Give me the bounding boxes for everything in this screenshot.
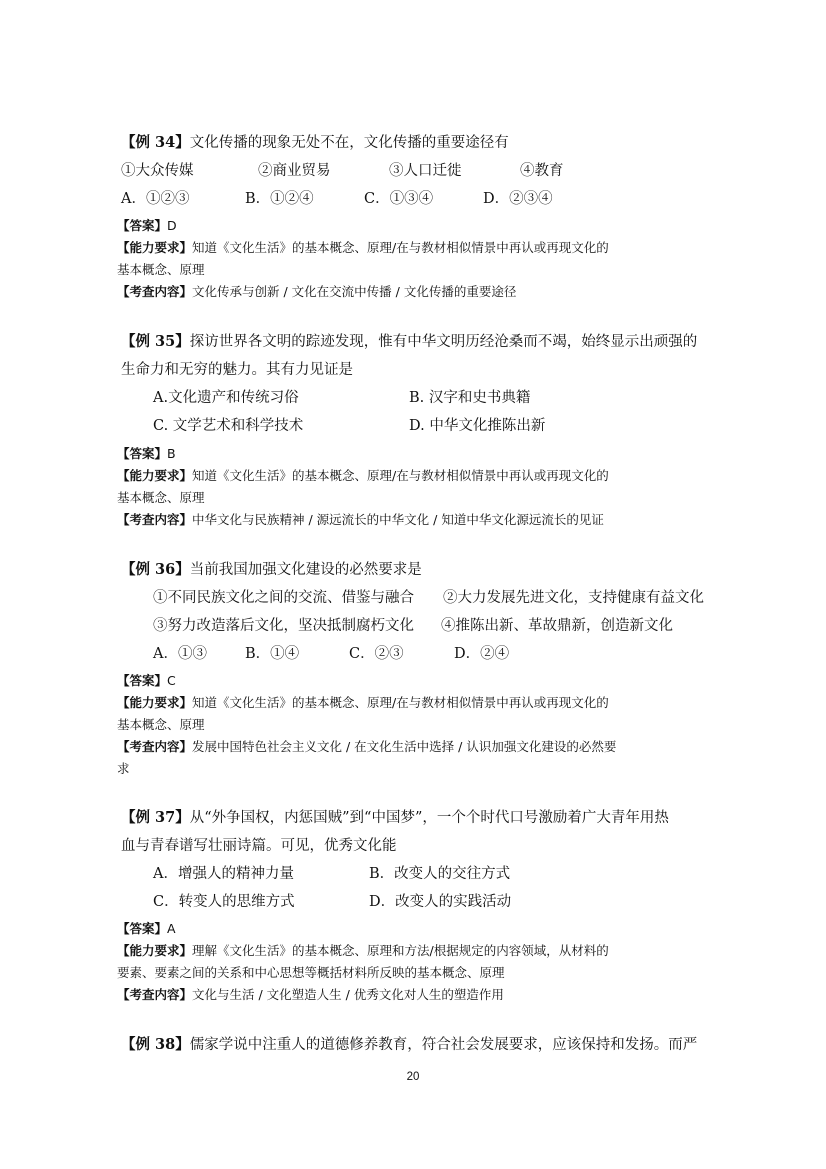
question-35-stem: 【例 35】探访世界各文明的踪迹发现，惟有中华文明历经沧桑而不竭，始终显示出顽强的 (121, 333, 698, 350)
answer-line: 【答案】C (117, 673, 176, 688)
question-label: 【例 35】 (121, 333, 190, 350)
exam-content: 【考查内容】文化传承与创新 / 文化在交流中传播 / 文化传播的重要途径 (117, 284, 517, 299)
answer-option: A．①②③ (121, 191, 190, 207)
question-label: 【例 34】 (121, 134, 190, 151)
answer-line: 【答案】B (117, 446, 176, 461)
exam-content: 【考查内容】发展中国特色社会主义文化 / 在文化生活中选择 / 认识加强文化建设的必然要 (117, 739, 617, 754)
ability-requirement: 【能力要求】知道《文化生活》的基本概念、原理/在与教材相似情景中再认或再现文化的 (117, 468, 609, 483)
statement-item: ①大众传媒 (121, 163, 194, 179)
answer-option: A.文化遗产和传统习俗 (153, 390, 299, 406)
ability-requirement-cont: 要素、要素之间的关系和中心思想等概括材料所反映的基本概念、原理 (117, 965, 505, 980)
exam-content-cont: 求 (117, 761, 130, 776)
statement-item: ②大力发展先进文化，支持健康有益文化 (443, 590, 704, 606)
answer-option: C．②③ (349, 646, 404, 662)
answer-option: B. 汉字和史书典籍 (409, 390, 531, 406)
ability-requirement-cont: 基本概念、原理 (117, 490, 205, 505)
answer-value: C (167, 673, 176, 688)
answer-option: C. 文学艺术和科学技术 (153, 418, 304, 434)
answer-option: A．增强人的精神力量 (153, 866, 294, 882)
ability-requirement: 【能力要求】知道《文化生活》的基本概念、原理/在与教材相似情景中再认或再现文化的 (117, 695, 609, 710)
answer-option: C．转变人的思维方式 (153, 894, 295, 910)
question-38-stem: 【例 38】儒家学说中注重人的道德修养教育，符合社会发展要求，应该保持和发扬。而严 (121, 1036, 698, 1053)
answer-option: B．①②④ (245, 191, 314, 207)
page-number: 20 (406, 1071, 420, 1083)
answer-value: B (167, 446, 176, 461)
ability-requirement-cont: 基本概念、原理 (117, 262, 205, 277)
answer-value: D (167, 218, 177, 233)
answer-option: D．②③④ (483, 191, 553, 207)
statement-item: ④推陈出新、革故鼎新，创造新文化 (441, 618, 673, 634)
ability-requirement: 【能力要求】知道《文化生活》的基本概念、原理/在与教材相似情景中再认或再现文化的 (117, 240, 609, 255)
question-36-stem: 【例 36】当前我国加强文化建设的必然要求是 (121, 561, 422, 578)
question-34-stem: 【例 34】文化传播的现象无处不在，文化传播的重要途径有 (121, 134, 509, 151)
ability-requirement-cont: 基本概念、原理 (117, 717, 205, 732)
statement-item: ①不同民族文化之间的交流、借鉴与融合 (153, 590, 414, 606)
answer-option: B．改变人的交往方式 (369, 866, 511, 882)
answer-line: 【答案】A (117, 921, 176, 936)
exam-content: 【考查内容】中华文化与民族精神 / 源远流长的中华文化 / 知道中华文化源远流长的见证 (117, 512, 604, 527)
answer-option: D．②④ (454, 646, 510, 662)
question-35-stem-cont: 生命力和无穷的魅力。其有力见证是 (121, 362, 353, 378)
question-37-stem-cont: 血与青春谱写壮丽诗篇。可见，优秀文化能 (121, 838, 397, 854)
answer-option: D．改变人的实践活动 (369, 894, 512, 910)
answer-line: 【答案】D (117, 218, 177, 233)
ability-requirement: 【能力要求】理解《文化生活》的基本概念、原理和方法/根据规定的内容领域，从材料的 (117, 943, 609, 958)
answer-option: D. 中华文化推陈出新 (409, 418, 546, 434)
statement-item: ④教育 (520, 163, 564, 179)
answer-option: A．①③ (153, 646, 207, 662)
statement-item: ③人口迁徙 (389, 163, 462, 179)
answer-option: C．①③④ (364, 191, 434, 207)
exam-content: 【考查内容】文化与生活 / 文化塑造人生 / 优秀文化对人生的塑造作用 (117, 987, 504, 1002)
question-label: 【例 38】 (121, 1036, 190, 1053)
question-label: 【例 36】 (121, 561, 190, 578)
question-37-stem: 【例 37】从“外争国权，内惩国贼”到“中国梦”，一个个时代口号激励着广大青年用热 (121, 809, 669, 826)
answer-option: B．①④ (245, 646, 300, 662)
answer-value: A (167, 921, 176, 936)
statement-item: ③努力改造落后文化，坚决抵制腐朽文化 (153, 618, 414, 634)
statement-item: ②商业贸易 (258, 163, 331, 179)
question-label: 【例 37】 (121, 809, 190, 826)
